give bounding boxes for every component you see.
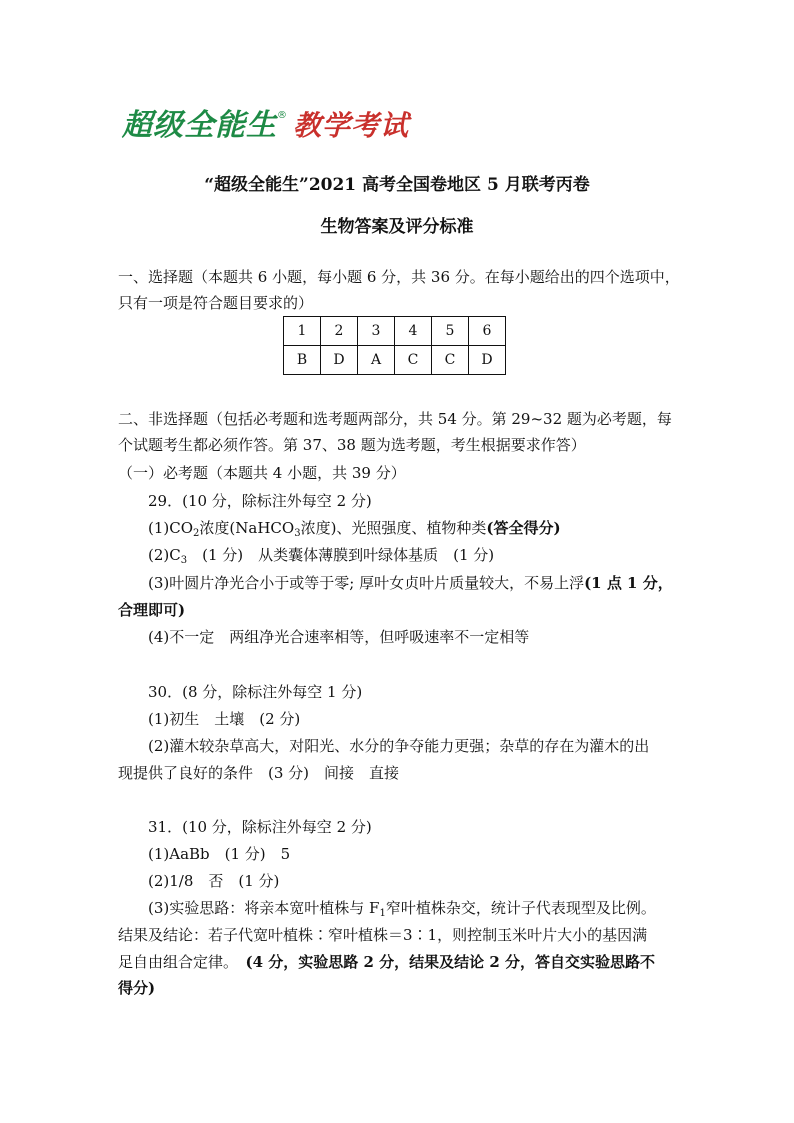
table-cell-answer: C bbox=[395, 346, 432, 375]
q31-answer-3-line2: 结果及结论：若子代宽叶植株∶窄叶植株＝3∶1，则控制玉米叶片大小的基因满 bbox=[118, 926, 648, 944]
table-cell-answer: C bbox=[432, 346, 469, 375]
table-cell-number: 2 bbox=[321, 317, 358, 346]
table-cell-number: 1 bbox=[284, 317, 321, 346]
q29-heading: 29．(10 分，除标注外每空 2 分) bbox=[148, 492, 372, 510]
q30-answer-2-line2: 现提供了良好的条件 (3 分) 间接 直接 bbox=[118, 764, 400, 782]
document-subtitle: 生物答案及评分标准 bbox=[320, 217, 474, 237]
section2-intro-line2: 个试题考生都必须作答。第 37、38 题为选考题，考生根据要求作答） bbox=[118, 436, 586, 454]
logo-brand-text: 超级全能生 bbox=[122, 108, 277, 143]
q29-answer-3-continued: 合理即可) bbox=[118, 601, 186, 619]
answer-table bbox=[283, 316, 506, 375]
q31-answer-3-line4: 得分) bbox=[118, 979, 156, 997]
q31-heading: 31．(10 分，除标注外每空 2 分) bbox=[148, 818, 372, 836]
logo-suffix-text: 教学考试 bbox=[293, 109, 410, 142]
answer-table-number-row bbox=[284, 317, 506, 346]
table-cell-number: 6 bbox=[469, 317, 506, 346]
table-cell-answer: D bbox=[321, 346, 358, 375]
section2-intro-line1: 二、非选择题（包括必考题和选考题两部分，共 54 分。第 29~32 题为必考题，每 bbox=[118, 410, 672, 428]
table-cell-answer: B bbox=[284, 346, 321, 375]
q29-answer-4: (4)不一定 两组净光合速率相等，但呼吸速率不一定相等 bbox=[148, 628, 530, 646]
table-cell-number: 5 bbox=[432, 317, 469, 346]
q30-answer-2-line1: (2)灌木较杂草高大，对阳光、水分的争夺能力更强；杂草的存在为灌木的出 bbox=[148, 737, 650, 755]
q31-answer-3-line1: (3)实验思路：将亲本宽叶植株与 $F_1$窄叶植株杂交，统计子代表现型及比例。 bbox=[148, 899, 656, 919]
logo-registered-mark: ® bbox=[277, 110, 287, 121]
table-cell-answer: A bbox=[358, 346, 395, 375]
q30-answer-1: (1)初生 土壤 (2 分) bbox=[148, 710, 301, 728]
answer-table-answer-row bbox=[284, 346, 506, 375]
table-cell-number: 3 bbox=[358, 317, 395, 346]
q31-answer-2: (2)1/8 否 (1 分) bbox=[148, 872, 280, 890]
q30-heading: 30．(8 分，除标注外每空 1 分) bbox=[148, 683, 363, 701]
section1-intro-line1: 一、选择题（本题共 6 小题，每小题 6 分，共 36 分。在每小题给出的四个选项中， bbox=[118, 268, 680, 286]
q29-answer-2: $(2)C_3$ (1 分) 从类囊体薄膜到叶绿体基质 (1 分) bbox=[148, 546, 495, 566]
q31-answer-3-line3: 足自由组合定律。 (4 分，实验思路 2 分，结果及结论 2 分，答自交实验思路不 bbox=[118, 953, 656, 971]
q29-answer-1: $(1)CO_2$浓度(NaHCO$_3$浓度)、光照强度、植物种类(答全得分) bbox=[148, 519, 561, 539]
section1-intro-line2: 只有一项是符合题目要求的） bbox=[118, 294, 314, 312]
brand-logo bbox=[122, 106, 409, 146]
section2-subsection-heading: （一）必考题（本题共 4 小题，共 39 分） bbox=[118, 464, 406, 482]
q31-answer-1: (1)AaBb (1 分) 5 bbox=[148, 845, 291, 863]
document-title: “超级全能生”2021 高考全国卷地区 5 月联考丙卷 bbox=[204, 175, 590, 195]
q29-answer-3: (3)叶圆片净光合小于或等于零; 厚叶女贞叶片质量较大，不易上浮(1 点 1 分， bbox=[148, 574, 673, 592]
table-cell-number: 4 bbox=[395, 317, 432, 346]
table-cell-answer: D bbox=[469, 346, 506, 375]
